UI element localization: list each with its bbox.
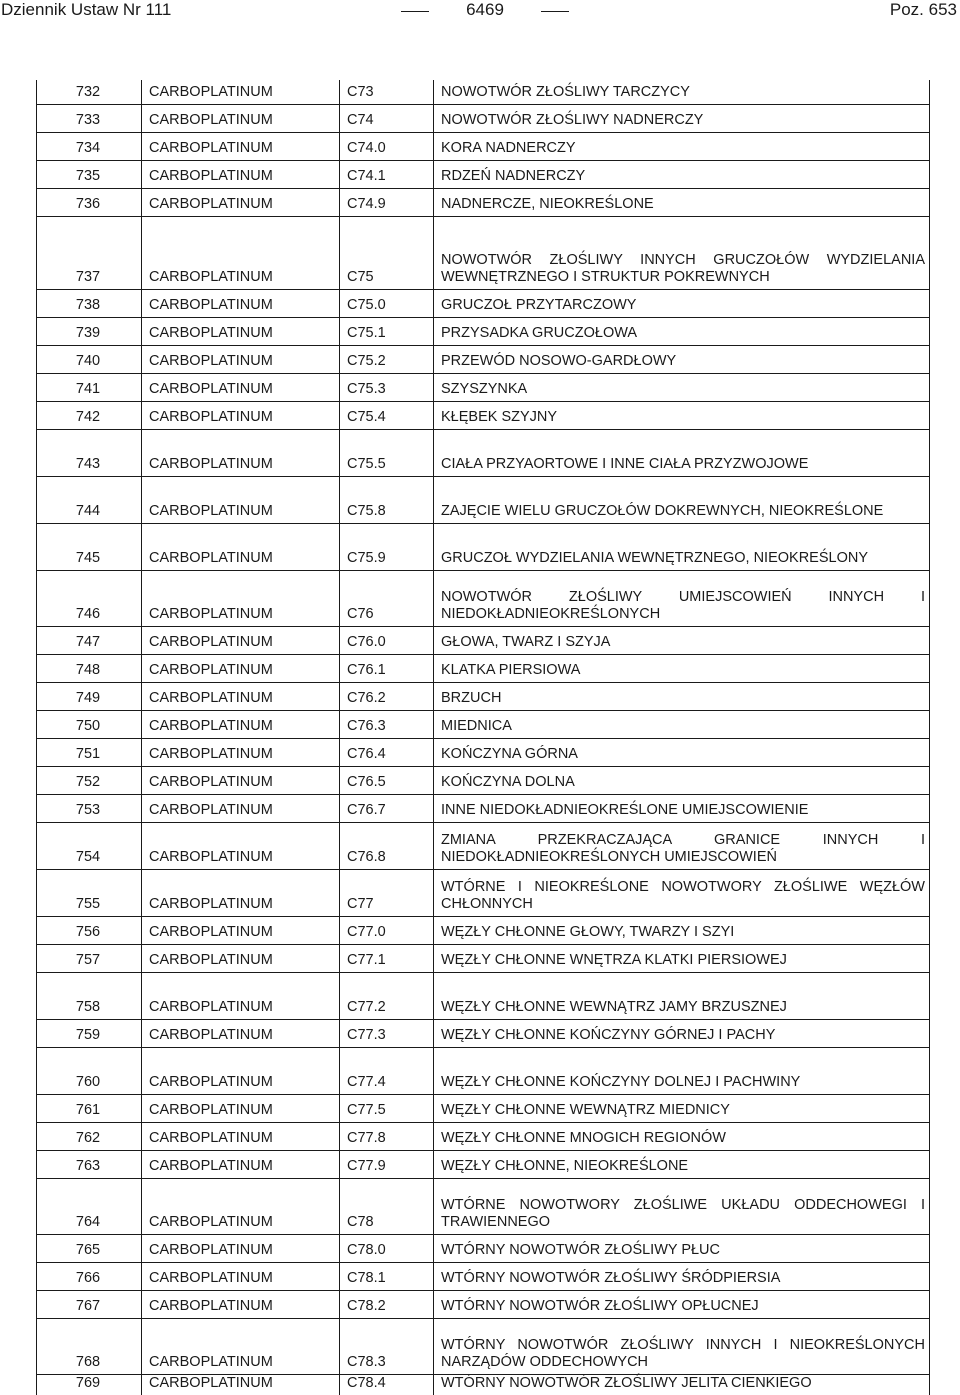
icd-code: C76.7 — [347, 802, 386, 818]
table-row — [36, 80, 930, 105]
row-number: 742 — [75, 409, 101, 425]
table-row — [36, 345, 930, 374]
table-row — [36, 401, 930, 430]
diagnosis-description: NOWOTWÓR ZŁOŚLIWY TARCZYCY — [441, 84, 690, 100]
drug-name: CARBOPLATINUM — [149, 168, 273, 184]
icd-code: C75.4 — [347, 409, 386, 425]
row-number: 753 — [75, 802, 101, 818]
diagnosis-description: WĘZŁY CHŁONNE MNOGICH REGIONÓW — [441, 1130, 726, 1146]
icd-code: C75 — [347, 269, 374, 285]
row-number: 750 — [75, 718, 101, 734]
icd-code: C76.1 — [347, 662, 386, 678]
row-number: 765 — [75, 1242, 101, 1258]
row-number: 761 — [75, 1102, 101, 1118]
icd-code: C77.2 — [347, 999, 386, 1015]
table-row — [36, 570, 930, 627]
diagnosis-description: WĘZŁY CHŁONNE WNĘTRZA KLATKI PIERSIOWEJ — [441, 952, 787, 968]
icd-code: C75.8 — [347, 503, 386, 519]
table-row — [36, 1290, 930, 1319]
icd-code: C76.4 — [347, 746, 386, 762]
row-number: 749 — [75, 690, 101, 706]
row-number: 745 — [75, 550, 101, 566]
icd-code: C75.0 — [347, 297, 386, 313]
drug-name: CARBOPLATINUM — [149, 606, 273, 622]
diagnosis-description: WĘZŁY CHŁONNE WEWNĄTRZ JAMY BRZUSZNEJ — [441, 999, 787, 1015]
drug-name: CARBOPLATINUM — [149, 269, 273, 285]
table-row — [36, 626, 930, 655]
icd-code: C78.0 — [347, 1242, 386, 1258]
row-number: 751 — [75, 746, 101, 762]
icd-code: C78 — [347, 1214, 374, 1230]
drug-name: CARBOPLATINUM — [149, 849, 273, 865]
table-row — [36, 682, 930, 711]
table-row — [36, 523, 930, 571]
row-number: 768 — [75, 1354, 101, 1370]
drug-name: CARBOPLATINUM — [149, 353, 273, 369]
drug-name: CARBOPLATINUM — [149, 409, 273, 425]
row-number: 748 — [75, 662, 101, 678]
drug-name: CARBOPLATINUM — [149, 503, 273, 519]
table-row — [36, 972, 930, 1020]
drug-name: CARBOPLATINUM — [149, 112, 273, 128]
diagnosis-description: WTÓRNE NOWOTWORY ZŁOŚLIWE UKŁADU ODDECHOWEGI I TRAWIENNEGO — [441, 1197, 925, 1230]
table-row — [36, 822, 930, 870]
diagnosis-description: KOŃCZYNA GÓRNA — [441, 746, 578, 762]
table-row — [36, 1150, 930, 1179]
icd-code: C78.3 — [347, 1354, 386, 1370]
icd-code: C76 — [347, 606, 374, 622]
row-number: 737 — [75, 269, 101, 285]
row-number: 752 — [75, 774, 101, 790]
table-row — [36, 654, 930, 683]
drug-name: CARBOPLATINUM — [149, 896, 273, 912]
diagnosis-description: MIEDNICA — [441, 718, 512, 734]
icd-code: C76.5 — [347, 774, 386, 790]
diagnosis-description: GRUCZOŁ PRZYTARCZOWY — [441, 297, 637, 313]
page-number: 6469 — [435, 0, 535, 20]
drug-name: CARBOPLATINUM — [149, 952, 273, 968]
row-number: 743 — [75, 456, 101, 472]
drug-name: CARBOPLATINUM — [149, 325, 273, 341]
row-number: 740 — [75, 353, 101, 369]
icd-code: C78.1 — [347, 1270, 386, 1286]
table-row — [36, 1262, 930, 1291]
icd-code: C74.1 — [347, 168, 386, 184]
page-header — [0, 0, 960, 24]
row-number: 736 — [75, 196, 101, 212]
diagnosis-description: NOWOTWÓR ZŁOŚLIWY UMIEJSCOWIEŃ INNYCH I NIEDOKŁADNIEOKREŚLONYCH — [441, 589, 925, 622]
drug-name: CARBOPLATINUM — [149, 746, 273, 762]
table-row — [36, 476, 930, 524]
table-row — [36, 317, 930, 346]
table-row — [36, 104, 930, 133]
icd-code: C74.9 — [347, 196, 386, 212]
diagnosis-description: WTÓRNY NOWOTWÓR ZŁOŚLIWY ŚRÓDPIERSIA — [441, 1270, 781, 1286]
drug-name: CARBOPLATINUM — [149, 456, 273, 472]
icd-code: C74.0 — [347, 140, 386, 156]
drug-name: CARBOPLATINUM — [149, 1270, 273, 1286]
icd-code: C78.2 — [347, 1298, 386, 1314]
table-row — [36, 289, 930, 318]
drug-name: CARBOPLATINUM — [149, 1375, 273, 1391]
table-row — [36, 869, 930, 917]
drug-name: CARBOPLATINUM — [149, 1074, 273, 1090]
icd-code: C77.3 — [347, 1027, 386, 1043]
drug-name: CARBOPLATINUM — [149, 1130, 273, 1146]
icd-code: C75.1 — [347, 325, 386, 341]
table-row — [36, 1234, 930, 1263]
drug-name: CARBOPLATINUM — [149, 924, 273, 940]
table-row — [36, 1178, 930, 1235]
icd-code: C75.5 — [347, 456, 386, 472]
diagnosis-description: BRZUCH — [441, 690, 502, 706]
icd-code: C77.5 — [347, 1102, 386, 1118]
diagnosis-description: WĘZŁY CHŁONNE GŁOWY, TWARZY I SZYI — [441, 924, 735, 940]
row-number: 769 — [75, 1375, 101, 1391]
row-number: 733 — [75, 112, 101, 128]
diagnosis-description: WTÓRNY NOWOTWÓR ZŁOŚLIWY INNYCH I NIEOKREŚLONYCH NARZĄDÓW ODDECHOWYCH — [441, 1337, 925, 1370]
table-row — [36, 1374, 930, 1395]
icd-code: C77.8 — [347, 1130, 386, 1146]
row-number: 738 — [75, 297, 101, 313]
row-number: 766 — [75, 1270, 101, 1286]
drug-name: CARBOPLATINUM — [149, 662, 273, 678]
table-row — [36, 1122, 930, 1151]
position-number: Poz. 653 — [889, 0, 957, 19]
table-row — [36, 710, 930, 739]
row-number: 767 — [75, 1298, 101, 1314]
diagnosis-description: NOWOTWÓR ZŁOŚLIWY INNYCH GRUCZOŁÓW WYDZIELANIA WEWNĘTRZNEGO I STRUKTUR POKREWNYCH — [441, 252, 925, 285]
table-row — [36, 1047, 930, 1095]
drug-name: CARBOPLATINUM — [149, 1242, 273, 1258]
icd-code: C75.2 — [347, 353, 386, 369]
row-number: 762 — [75, 1130, 101, 1146]
diagnosis-description: PRZEWÓD NOSOWO-GARDŁOWY — [441, 353, 677, 369]
diagnosis-description: INNE NIEDOKŁADNIEOKREŚLONE UMIEJSCOWIENIE — [441, 802, 809, 818]
diagnosis-description: NADNERCZE, NIEOKREŚLONE — [441, 196, 654, 212]
journal-title: Dziennik Ustaw Nr 111 — [1, 0, 172, 19]
row-number: 734 — [75, 140, 101, 156]
table-row — [36, 766, 930, 795]
diagnosis-description: GRUCZOŁ WYDZIELANIA WEWNĘTRZNEGO, NIEOKREŚLONY — [441, 550, 868, 566]
drug-name: CARBOPLATINUM — [149, 634, 273, 650]
drug-name: CARBOPLATINUM — [149, 718, 273, 734]
diagnosis-description: NOWOTWÓR ZŁOŚLIWY NADNERCZY — [441, 112, 704, 128]
drug-name: CARBOPLATINUM — [149, 999, 273, 1015]
row-number: 735 — [75, 168, 101, 184]
diagnosis-description: WĘZŁY CHŁONNE KOŃCZYNY DOLNEJ I PACHWINY — [441, 1074, 801, 1090]
table-row — [36, 944, 930, 973]
drug-code-table — [36, 80, 930, 1395]
row-number: 732 — [75, 84, 101, 100]
drug-name: CARBOPLATINUM — [149, 381, 273, 397]
icd-code: C77.0 — [347, 924, 386, 940]
table-row — [36, 373, 930, 402]
table-row — [36, 738, 930, 767]
icd-code: C75.3 — [347, 381, 386, 397]
table-row — [36, 160, 930, 189]
table-row — [36, 916, 930, 945]
diagnosis-description: WĘZŁY CHŁONNE WEWNĄTRZ MIEDNICY — [441, 1102, 730, 1118]
diagnosis-description: KŁĘBEK SZYJNY — [441, 409, 558, 425]
icd-code: C77.1 — [347, 952, 386, 968]
diagnosis-description: WTÓRNY NOWOTWÓR ZŁOŚLIWY PŁUC — [441, 1242, 721, 1258]
icd-code: C77 — [347, 896, 374, 912]
table-row — [36, 794, 930, 823]
icd-code: C76.0 — [347, 634, 386, 650]
row-number: 754 — [75, 849, 101, 865]
drug-name: CARBOPLATINUM — [149, 550, 273, 566]
row-number: 741 — [75, 381, 101, 397]
diagnosis-description: WĘZŁY CHŁONNE, NIEOKREŚLONE — [441, 1158, 689, 1174]
icd-code: C75.9 — [347, 550, 386, 566]
diagnosis-description: WTÓRNY NOWOTWÓR ZŁOŚLIWY JELITA CIENKIEGO — [441, 1375, 812, 1391]
drug-name: CARBOPLATINUM — [149, 1214, 273, 1230]
row-number: 755 — [75, 896, 101, 912]
table-row — [36, 1094, 930, 1123]
diagnosis-description: GŁOWA, TWARZ I SZYJA — [441, 634, 611, 650]
drug-name: CARBOPLATINUM — [149, 802, 273, 818]
diagnosis-description: WTÓRNE I NIEOKREŚLONE NOWOTWORY ZŁOŚLIWE WĘZŁÓW CHŁONNYCH — [441, 879, 925, 912]
diagnosis-description: WĘZŁY CHŁONNE KOŃCZYNY GÓRNEJ I PACHY — [441, 1027, 776, 1043]
icd-code: C76.2 — [347, 690, 386, 706]
drug-name: CARBOPLATINUM — [149, 1158, 273, 1174]
icd-code: C74 — [347, 112, 374, 128]
drug-name: CARBOPLATINUM — [149, 140, 273, 156]
row-number: 744 — [75, 503, 101, 519]
icd-code: C77.9 — [347, 1158, 386, 1174]
row-number: 756 — [75, 924, 101, 940]
drug-name: CARBOPLATINUM — [149, 690, 273, 706]
diagnosis-description: KORA NADNERCZY — [441, 140, 576, 156]
icd-code: C73 — [347, 84, 374, 100]
diagnosis-description: ZAJĘCIE WIELU GRUCZOŁÓW DOKREWNYCH, NIEOKREŚLONE — [441, 503, 884, 519]
drug-name: CARBOPLATINUM — [149, 1298, 273, 1314]
row-number: 759 — [75, 1027, 101, 1043]
table-row — [36, 216, 930, 290]
drug-name: CARBOPLATINUM — [149, 1354, 273, 1370]
row-number: 758 — [75, 999, 101, 1015]
table-row — [36, 1019, 930, 1048]
drug-name: CARBOPLATINUM — [149, 1027, 273, 1043]
table-row — [36, 429, 930, 477]
icd-code: C76.3 — [347, 718, 386, 734]
diagnosis-description: KOŃCZYNA DOLNA — [441, 774, 575, 790]
diagnosis-description: WTÓRNY NOWOTWÓR ZŁOŚLIWY OPŁUCNEJ — [441, 1298, 759, 1314]
diagnosis-description: PRZYSADKA GRUCZOŁOWA — [441, 325, 638, 341]
row-number: 746 — [75, 606, 101, 622]
diagnosis-description: CIAŁA PRZYAORTOWE I INNE CIAŁA PRZYZWOJOWE — [441, 456, 809, 472]
drug-name: CARBOPLATINUM — [149, 84, 273, 100]
icd-code: C78.4 — [347, 1375, 386, 1391]
row-number: 760 — [75, 1074, 101, 1090]
row-number: 763 — [75, 1158, 101, 1174]
table-row — [36, 188, 930, 217]
row-number: 747 — [75, 634, 101, 650]
drug-name: CARBOPLATINUM — [149, 774, 273, 790]
drug-name: CARBOPLATINUM — [149, 1102, 273, 1118]
row-number: 739 — [75, 325, 101, 341]
row-number: 764 — [75, 1214, 101, 1230]
icd-code: C77.4 — [347, 1074, 386, 1090]
table-row — [36, 132, 930, 161]
drug-name: CARBOPLATINUM — [149, 297, 273, 313]
drug-name: CARBOPLATINUM — [149, 196, 273, 212]
diagnosis-description: SZYSZYNKA — [441, 381, 528, 397]
diagnosis-description: RDZEŃ NADNERCZY — [441, 168, 586, 184]
table-row — [36, 1318, 930, 1375]
row-number: 757 — [75, 952, 101, 968]
diagnosis-description: KLATKA PIERSIOWA — [441, 662, 581, 678]
icd-code: C76.8 — [347, 849, 386, 865]
diagnosis-description: ZMIANA PRZEKRACZAJĄCA GRANICE INNYCH I NIEDOKŁADNIEOKREŚLONYCH UMIEJSCOWIEŃ — [441, 832, 925, 865]
